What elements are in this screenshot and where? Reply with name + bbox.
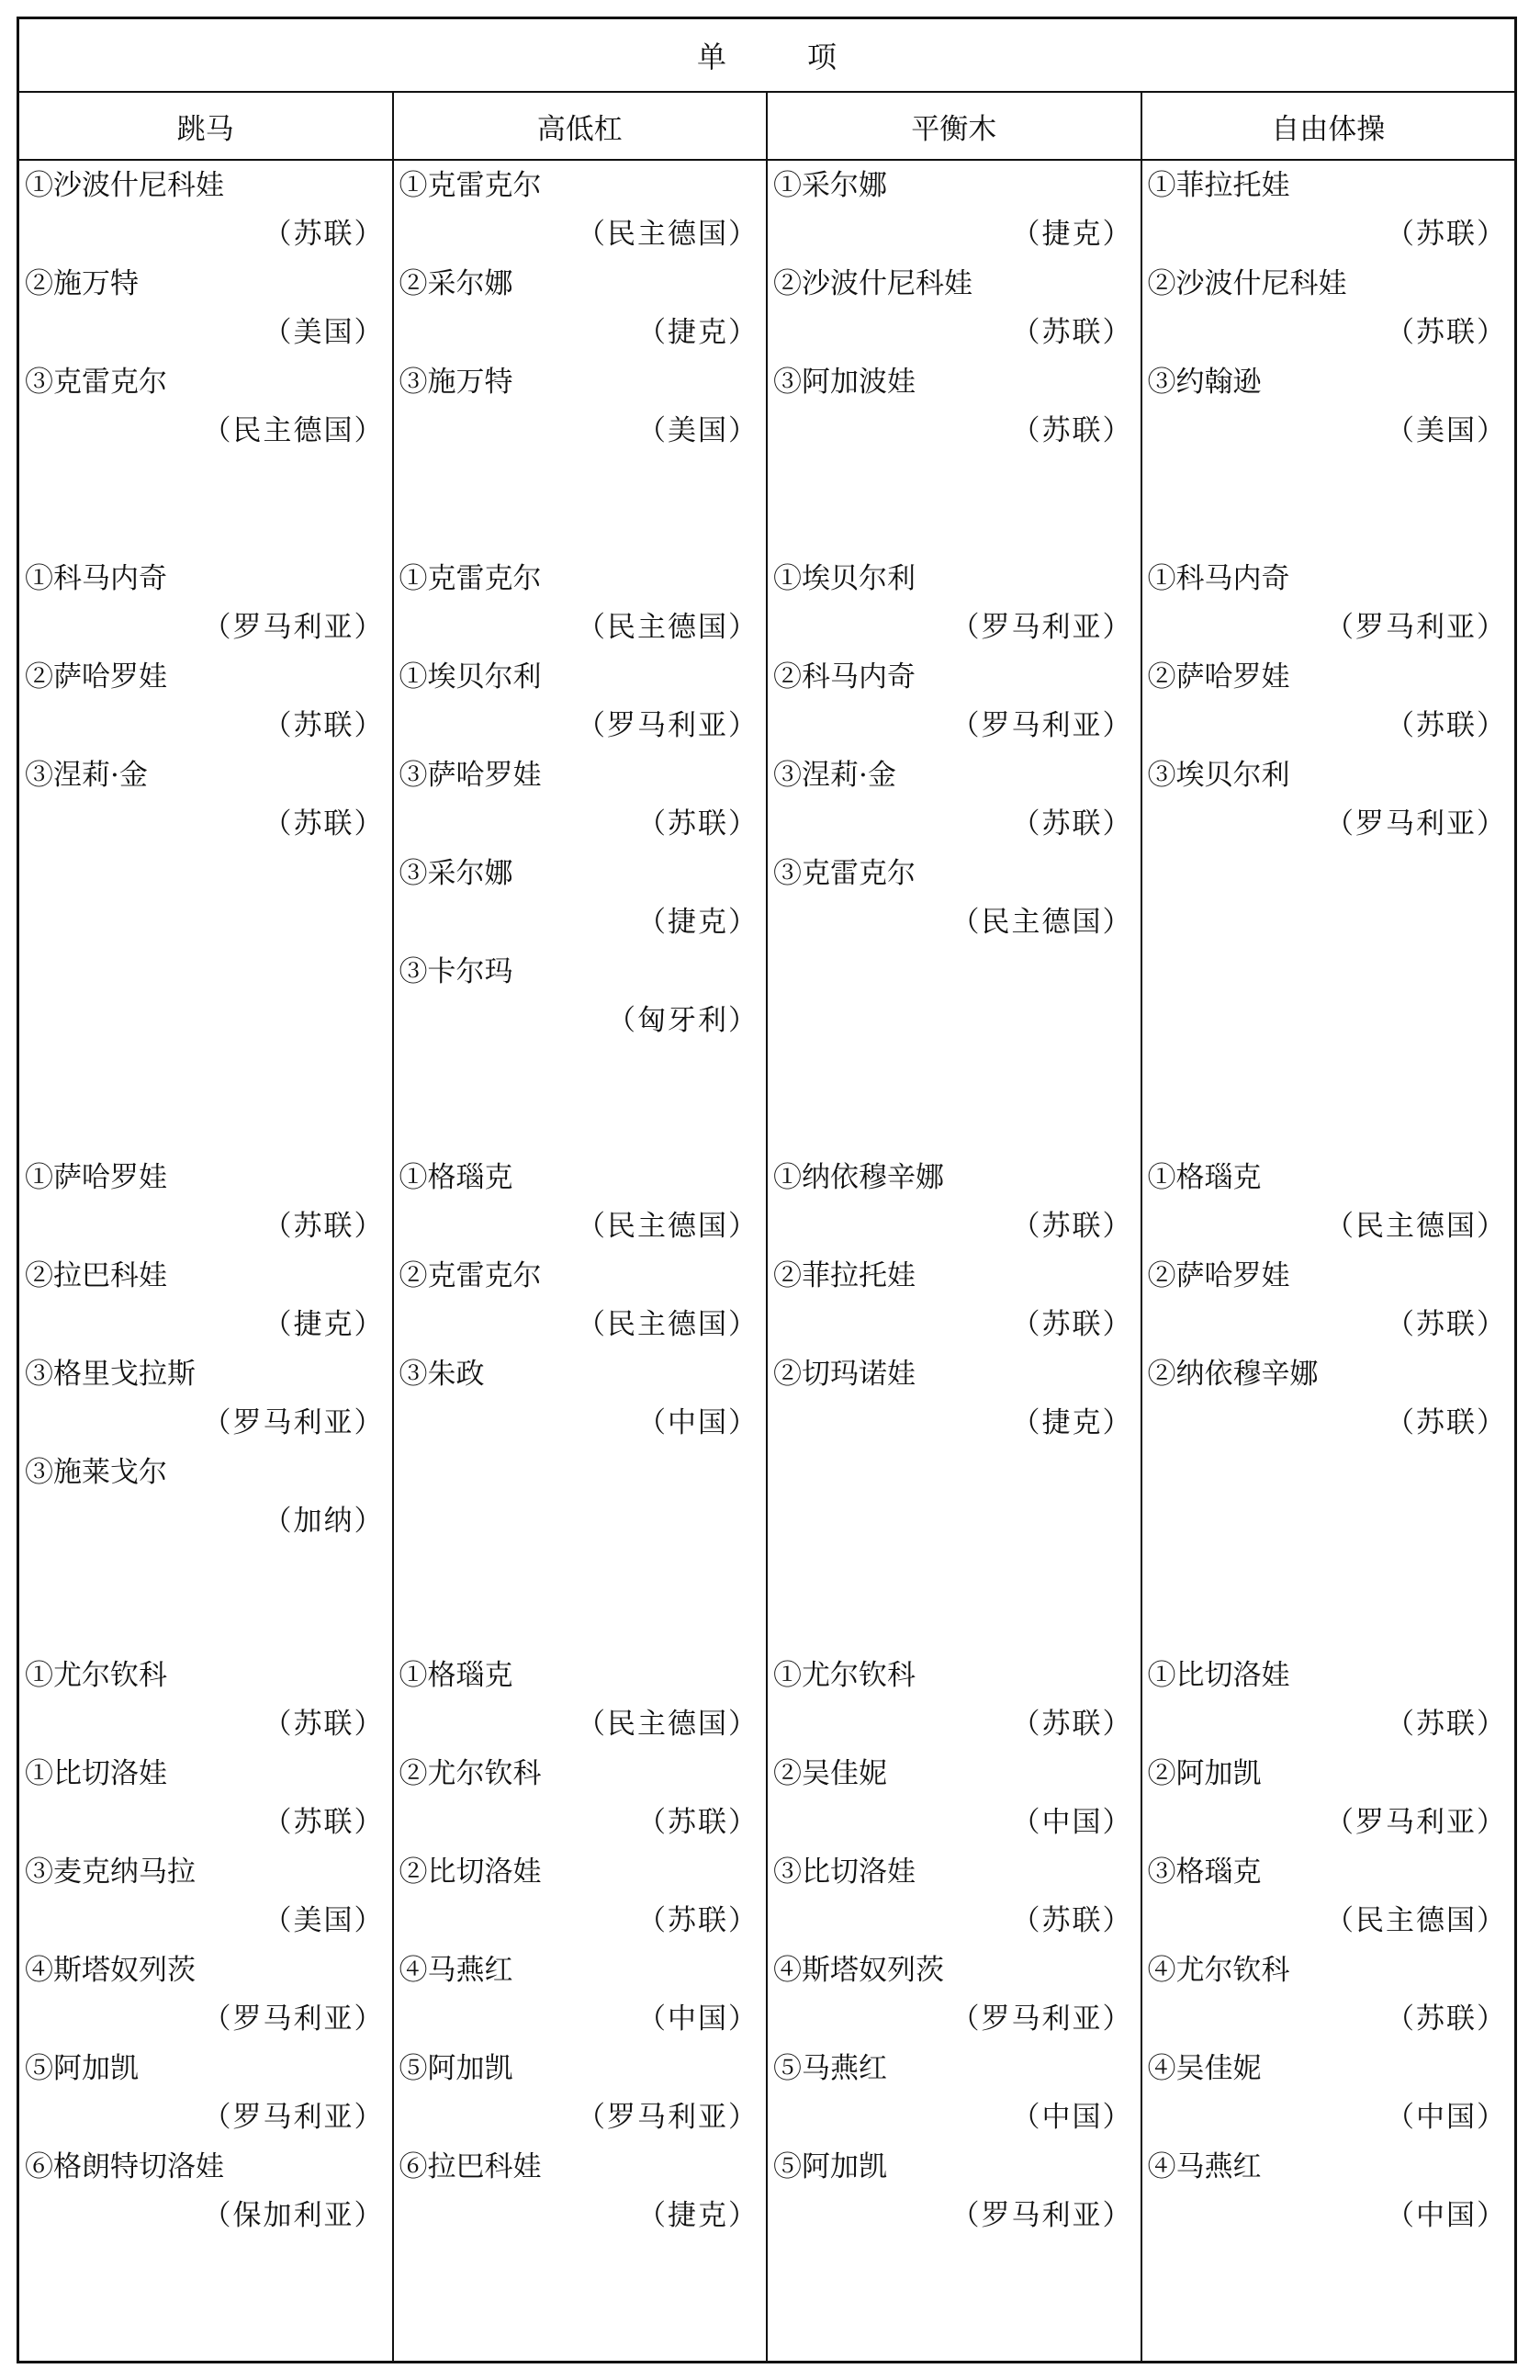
result-entry bbox=[768, 2044, 1141, 2142]
result-entry bbox=[1142, 1251, 1515, 1349]
gymnast-name: ③比切洛娃 bbox=[773, 1855, 916, 1889]
gymnast-country: （罗马利亚） bbox=[950, 2002, 1133, 2036]
result-group bbox=[768, 554, 1141, 947]
gymnast-country: （中国） bbox=[637, 2002, 759, 2036]
gymnast-name: ①格瑙克 bbox=[399, 1161, 513, 1194]
gymnast-name: ①比切洛娃 bbox=[25, 1757, 167, 1790]
gymnast-country: （捷克） bbox=[637, 906, 759, 939]
result-entry bbox=[1142, 1749, 1515, 1847]
header-balance-beam: 平衡木 bbox=[766, 93, 1141, 159]
result-group bbox=[394, 1153, 767, 1448]
gymnast-name: ④吴佳妮 bbox=[1147, 2052, 1262, 2085]
gymnast-country: （民主德国） bbox=[1325, 1904, 1507, 1937]
table-title: 单 项 bbox=[19, 19, 1514, 93]
gymnast-name: ②萨哈罗娃 bbox=[25, 660, 167, 694]
gymnast-country: （中国） bbox=[1011, 1806, 1133, 1839]
gymnast-name: ③施莱戈尔 bbox=[25, 1456, 167, 1489]
gymnast-name: ④斯塔奴列茨 bbox=[25, 1954, 196, 1987]
result-entry bbox=[768, 1946, 1141, 2044]
result-entry bbox=[768, 554, 1141, 652]
gymnast-country: （苏联） bbox=[263, 1210, 385, 1243]
gymnast-country: （苏联） bbox=[1386, 2002, 1507, 2036]
result-entry bbox=[768, 652, 1141, 750]
column-vault bbox=[19, 161, 392, 2361]
gymnast-country: （美国） bbox=[263, 316, 385, 349]
result-entry bbox=[394, 652, 767, 750]
result-entry bbox=[1142, 652, 1515, 750]
gymnast-country: （捷克） bbox=[263, 1308, 385, 1341]
gymnast-name: ③萨哈罗娃 bbox=[399, 759, 542, 792]
gymnast-country: （美国） bbox=[1386, 414, 1507, 447]
gymnast-country: （苏联） bbox=[1386, 709, 1507, 742]
result-entry bbox=[1142, 259, 1515, 357]
result-entry bbox=[19, 1153, 392, 1251]
gymnast-name: ①克雷克尔 bbox=[399, 562, 542, 595]
result-group bbox=[394, 554, 767, 1045]
gymnast-country: （苏联） bbox=[637, 1904, 759, 1937]
gymnast-name: ③克雷克尔 bbox=[25, 366, 167, 399]
gymnast-country: （中国） bbox=[1011, 2101, 1133, 2134]
result-entry bbox=[768, 2142, 1141, 2240]
result-entry bbox=[768, 161, 1141, 259]
gymnast-country: （苏联） bbox=[1011, 414, 1133, 447]
result-group bbox=[19, 161, 392, 456]
gymnast-name: ②阿加凯 bbox=[1147, 1757, 1262, 1790]
column-floor-exercise bbox=[1141, 161, 1515, 2361]
gymnast-name: ①格瑙克 bbox=[399, 1659, 513, 1692]
gymnast-country: （民主德国） bbox=[1325, 1210, 1507, 1243]
gymnast-name: ③涅莉·金 bbox=[25, 759, 148, 792]
result-entry bbox=[768, 1847, 1141, 1946]
result-entry bbox=[394, 2142, 767, 2240]
gymnast-country: （民主德国） bbox=[577, 1308, 759, 1341]
gymnast-country: （苏联） bbox=[1011, 316, 1133, 349]
result-group bbox=[394, 1651, 767, 2240]
result-entry bbox=[19, 1946, 392, 2044]
gymnast-country: （保加利亚） bbox=[202, 2199, 385, 2232]
gymnast-country: （苏联） bbox=[263, 709, 385, 742]
gymnast-name: ②沙波什尼科娃 bbox=[1147, 267, 1347, 300]
gymnast-country: （罗马利亚） bbox=[577, 2101, 759, 2134]
result-group bbox=[1142, 1153, 1515, 1448]
result-entry bbox=[768, 1251, 1141, 1349]
result-entry bbox=[394, 1946, 767, 2044]
gymnast-country: （苏联） bbox=[1011, 1210, 1133, 1243]
gymnast-name: ③朱政 bbox=[399, 1358, 485, 1391]
gymnast-country: （捷克） bbox=[637, 316, 759, 349]
gymnast-name: ①采尔娜 bbox=[773, 169, 887, 202]
gymnast-country: （捷克） bbox=[1011, 1406, 1133, 1439]
gymnast-country: （罗马利亚） bbox=[202, 2002, 385, 2036]
result-entry bbox=[394, 161, 767, 259]
result-entry bbox=[19, 2142, 392, 2240]
gymnast-name: ③阿加波娃 bbox=[773, 366, 916, 399]
result-entry bbox=[768, 1153, 1141, 1251]
gymnast-country: （罗马利亚） bbox=[202, 1406, 385, 1439]
gymnast-country: （苏联） bbox=[1011, 1308, 1133, 1341]
gymnast-name: ⑤阿加凯 bbox=[25, 2052, 139, 2085]
result-entry bbox=[19, 1349, 392, 1448]
gymnast-country: （苏联） bbox=[1011, 1904, 1133, 1937]
result-entry bbox=[19, 1448, 392, 1546]
result-entry bbox=[1142, 750, 1515, 849]
gymnast-name: ②克雷克尔 bbox=[399, 1259, 542, 1292]
result-entry bbox=[1142, 1349, 1515, 1448]
result-entry bbox=[768, 1749, 1141, 1847]
result-entry bbox=[19, 554, 392, 652]
result-entry bbox=[1142, 1946, 1515, 2044]
gymnast-country: （苏联） bbox=[1386, 1406, 1507, 1439]
gymnast-country: （苏联） bbox=[263, 807, 385, 840]
gymnast-name: ①埃贝尔利 bbox=[773, 562, 916, 595]
gymnast-name: ①克雷克尔 bbox=[399, 169, 542, 202]
gymnast-name: ⑤阿加凯 bbox=[399, 2052, 513, 2085]
gymnast-name: ③格里戈拉斯 bbox=[25, 1358, 196, 1391]
result-group bbox=[768, 1153, 1141, 1448]
result-entry bbox=[394, 1847, 767, 1946]
gymnast-name: ④马燕红 bbox=[399, 1954, 513, 1987]
result-entry bbox=[1142, 2142, 1515, 2240]
gymnast-name: ③麦克纳马拉 bbox=[25, 1855, 196, 1889]
result-entry bbox=[19, 161, 392, 259]
gymnast-name: ②纳依穆辛娜 bbox=[1147, 1358, 1319, 1391]
gymnast-country: （民主德国） bbox=[577, 218, 759, 251]
result-entry bbox=[768, 1349, 1141, 1448]
gymnast-name: ②切玛诺娃 bbox=[773, 1358, 916, 1391]
gymnast-name: ②尤尔钦科 bbox=[399, 1757, 542, 1790]
result-entry bbox=[1142, 357, 1515, 456]
result-group bbox=[19, 1651, 392, 2240]
result-entry bbox=[394, 947, 767, 1045]
gymnast-country: （美国） bbox=[637, 414, 759, 447]
column-uneven-bars bbox=[392, 161, 767, 2361]
result-group bbox=[1142, 1651, 1515, 2240]
gymnast-name: ②吴佳妮 bbox=[773, 1757, 887, 1790]
gymnast-country: （罗马利亚） bbox=[950, 709, 1133, 742]
gymnast-name: ③克雷克尔 bbox=[773, 857, 916, 890]
result-entry bbox=[394, 357, 767, 456]
gymnast-name: ③卡尔玛 bbox=[399, 955, 513, 988]
gymnast-country: （捷克） bbox=[1011, 218, 1133, 251]
gymnast-name: ④尤尔钦科 bbox=[1147, 1954, 1290, 1987]
gymnast-country: （罗马利亚） bbox=[1325, 1806, 1507, 1839]
table-body bbox=[19, 161, 1514, 2361]
gymnast-country: （美国） bbox=[263, 1904, 385, 1937]
result-entry bbox=[394, 1349, 767, 1448]
gymnast-name: ③约翰逊 bbox=[1147, 366, 1262, 399]
result-group bbox=[768, 161, 1141, 456]
header-uneven-bars: 高低杠 bbox=[392, 93, 767, 159]
result-entry bbox=[1142, 1153, 1515, 1251]
gymnast-country: （罗马利亚） bbox=[1325, 807, 1507, 840]
result-group bbox=[1142, 161, 1515, 456]
column-balance-beam bbox=[766, 161, 1141, 2361]
result-entry bbox=[1142, 554, 1515, 652]
gymnast-name: ③采尔娜 bbox=[399, 857, 513, 890]
gymnast-name: ①尤尔钦科 bbox=[773, 1659, 916, 1692]
gymnast-country: （罗马利亚） bbox=[202, 611, 385, 644]
gymnast-name: ②萨哈罗娃 bbox=[1147, 660, 1290, 694]
gymnast-country: （罗马利亚） bbox=[1325, 611, 1507, 644]
gymnast-name: ③格瑙克 bbox=[1147, 1855, 1262, 1889]
gymnast-country: （苏联） bbox=[263, 1708, 385, 1741]
header-floor-exercise: 自由体操 bbox=[1141, 93, 1515, 159]
gymnast-country: （民主德国） bbox=[577, 1210, 759, 1243]
gymnast-country: （苏联） bbox=[637, 1806, 759, 1839]
gymnast-country: （民主德国） bbox=[577, 1708, 759, 1741]
header-vault: 跳马 bbox=[176, 112, 234, 146]
result-entry bbox=[19, 259, 392, 357]
gymnast-country: （罗马利亚） bbox=[577, 709, 759, 742]
result-entry bbox=[394, 849, 767, 947]
gymnast-country: （罗马利亚） bbox=[202, 2101, 385, 2134]
gymnast-country: （苏联） bbox=[1011, 1708, 1133, 1741]
result-entry bbox=[394, 1153, 767, 1251]
result-entry bbox=[1142, 1651, 1515, 1749]
gymnast-name: ⑤阿加凯 bbox=[773, 2150, 887, 2183]
gymnast-name: ④马燕红 bbox=[1147, 2150, 1262, 2183]
result-entry bbox=[1142, 1847, 1515, 1946]
result-entry bbox=[768, 259, 1141, 357]
gymnast-country: （苏联） bbox=[1386, 218, 1507, 251]
gymnast-name: ①萨哈罗娃 bbox=[25, 1161, 167, 1194]
result-group bbox=[768, 1651, 1141, 2240]
result-group bbox=[19, 1153, 392, 1546]
result-entry bbox=[1142, 2044, 1515, 2142]
gymnast-name: ③涅莉·金 bbox=[773, 759, 896, 792]
gymnast-country: （匈牙利） bbox=[607, 1004, 759, 1037]
gymnast-country: （罗马利亚） bbox=[950, 611, 1133, 644]
gymnast-country: （民主德国） bbox=[577, 611, 759, 644]
result-entry bbox=[394, 2044, 767, 2142]
results-table bbox=[17, 17, 1517, 2363]
gymnast-country: （民主德国） bbox=[202, 414, 385, 447]
result-entry bbox=[394, 259, 767, 357]
result-entry bbox=[394, 750, 767, 849]
result-entry bbox=[394, 1749, 767, 1847]
gymnast-name: ①科马内奇 bbox=[25, 562, 167, 595]
gymnast-name: ②科马内奇 bbox=[773, 660, 916, 694]
gymnast-name: ③施万特 bbox=[399, 366, 513, 399]
result-entry bbox=[768, 849, 1141, 947]
gymnast-name: ①格瑙克 bbox=[1147, 1161, 1262, 1194]
result-entry bbox=[768, 1651, 1141, 1749]
table-header-row bbox=[19, 93, 1514, 161]
result-group bbox=[1142, 554, 1515, 849]
result-entry bbox=[19, 2044, 392, 2142]
gymnast-country: （苏联） bbox=[637, 807, 759, 840]
result-group bbox=[394, 161, 767, 456]
gymnast-name: ①菲拉托娃 bbox=[1147, 169, 1290, 202]
result-entry bbox=[19, 1749, 392, 1847]
gymnast-country: （中国） bbox=[1386, 2199, 1507, 2232]
result-entry bbox=[768, 357, 1141, 456]
gymnast-country: （苏联） bbox=[1386, 1308, 1507, 1341]
gymnast-country: （苏联） bbox=[263, 218, 385, 251]
gymnast-country: （中国） bbox=[1386, 2101, 1507, 2134]
result-entry bbox=[394, 554, 767, 652]
result-entry bbox=[394, 1251, 767, 1349]
gymnast-name: ②萨哈罗娃 bbox=[1147, 1259, 1290, 1292]
gymnast-name: ⑥格朗特切洛娃 bbox=[25, 2150, 224, 2183]
gymnast-name: ⑤马燕红 bbox=[773, 2052, 887, 2085]
result-group bbox=[19, 554, 392, 849]
gymnast-name: ①埃贝尔利 bbox=[399, 660, 542, 694]
result-entry bbox=[19, 357, 392, 456]
result-entry bbox=[19, 1251, 392, 1349]
gymnast-name: ①比切洛娃 bbox=[1147, 1659, 1290, 1692]
gymnast-country: （民主德国） bbox=[950, 906, 1133, 939]
result-entry bbox=[19, 1847, 392, 1946]
gymnast-name: ①科马内奇 bbox=[1147, 562, 1290, 595]
gymnast-name: ②比切洛娃 bbox=[399, 1855, 542, 1889]
gymnast-name: ②施万特 bbox=[25, 267, 139, 300]
gymnast-name: ④斯塔奴列茨 bbox=[773, 1954, 944, 1987]
gymnast-name: ①纳依穆辛娜 bbox=[773, 1161, 944, 1194]
result-entry bbox=[768, 750, 1141, 849]
gymnast-name: ②采尔娜 bbox=[399, 267, 513, 300]
gymnast-name: ②拉巴科娃 bbox=[25, 1259, 167, 1292]
gymnast-country: （苏联） bbox=[1386, 1708, 1507, 1741]
result-entry bbox=[19, 750, 392, 849]
gymnast-country: （捷克） bbox=[637, 2199, 759, 2232]
gymnast-name: ②菲拉托娃 bbox=[773, 1259, 916, 1292]
gymnast-country: （罗马利亚） bbox=[950, 2199, 1133, 2232]
result-entry bbox=[1142, 161, 1515, 259]
gymnast-country: （苏联） bbox=[1386, 316, 1507, 349]
gymnast-name: ③埃贝尔利 bbox=[1147, 759, 1290, 792]
gymnast-country: （苏联） bbox=[263, 1806, 385, 1839]
gymnast-country: （苏联） bbox=[1011, 807, 1133, 840]
gymnast-name: ⑥拉巴科娃 bbox=[399, 2150, 542, 2183]
gymnast-name: ②沙波什尼科娃 bbox=[773, 267, 972, 300]
result-entry bbox=[19, 652, 392, 750]
result-entry bbox=[394, 1651, 767, 1749]
gymnast-country: （加纳） bbox=[263, 1505, 385, 1538]
gymnast-name: ①沙波什尼科娃 bbox=[25, 169, 224, 202]
gymnast-name: ①尤尔钦科 bbox=[25, 1659, 167, 1692]
result-entry bbox=[19, 1651, 392, 1749]
gymnast-country: （中国） bbox=[637, 1406, 759, 1439]
